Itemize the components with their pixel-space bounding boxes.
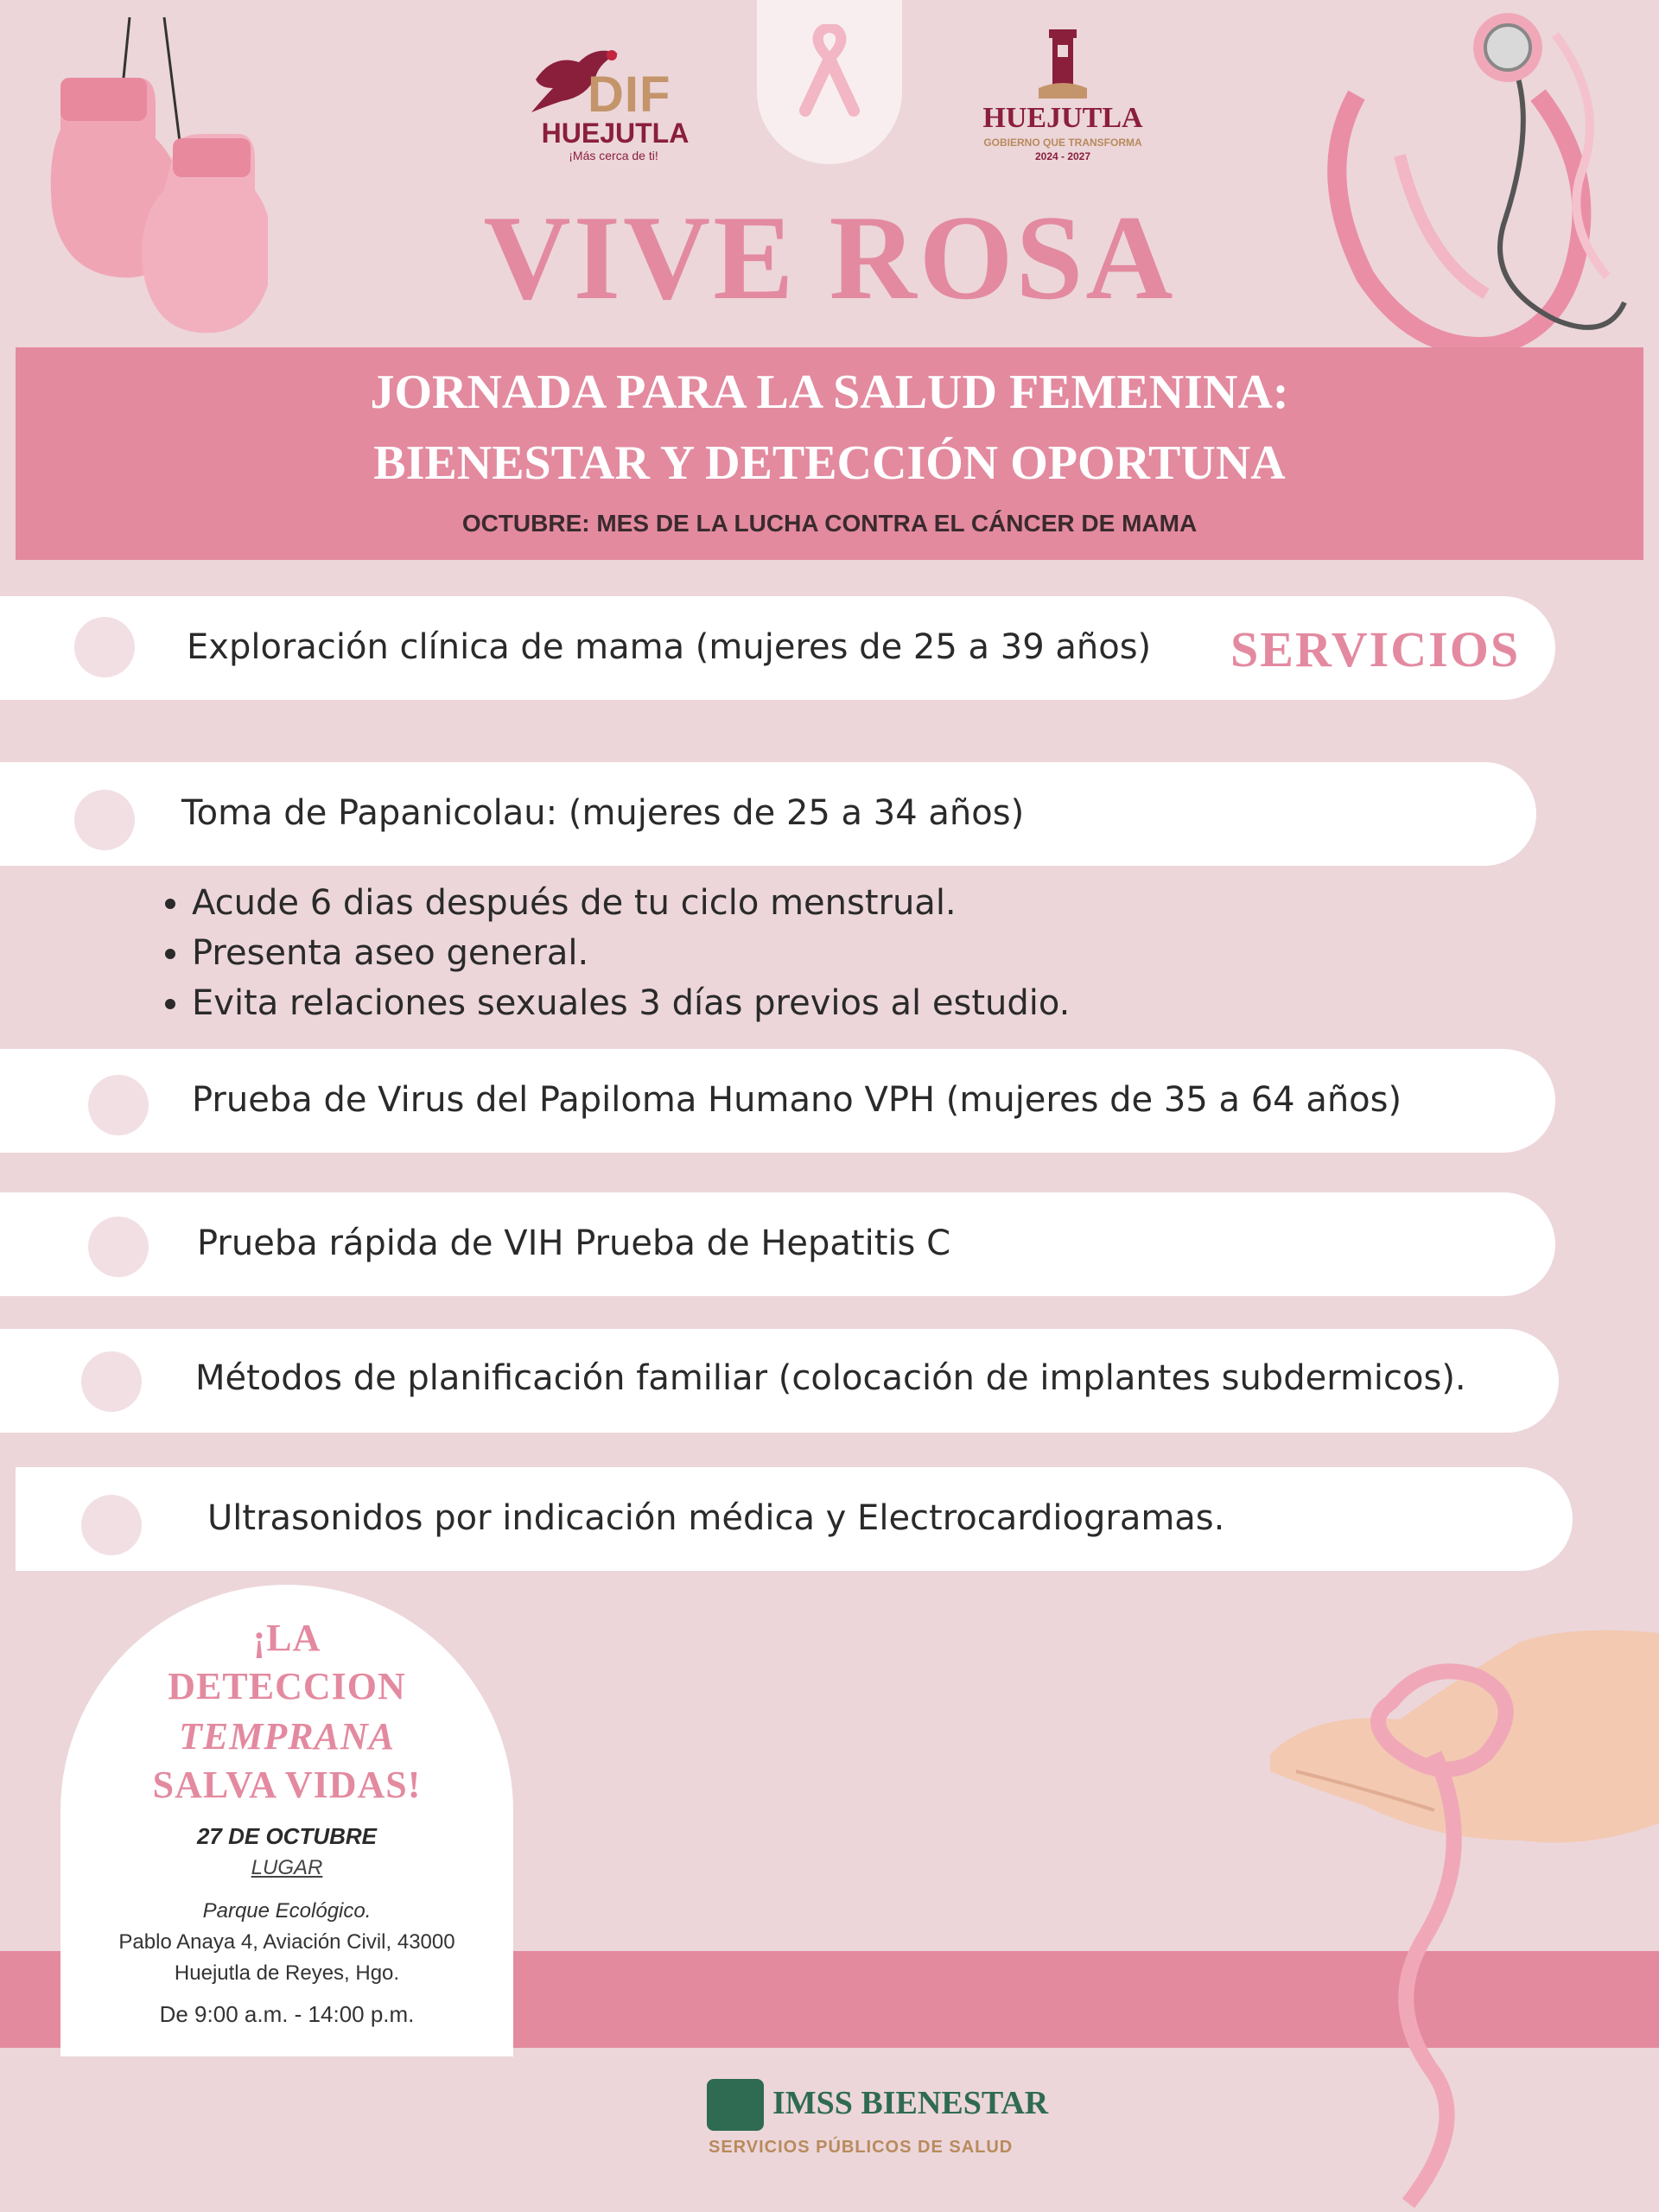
imss-emblem-icon xyxy=(707,2079,764,2131)
event-date: 27 DE OCTUBRE xyxy=(196,1823,378,1849)
instruction-item: • Acude 6 dias después de tu ciclo menstrual. xyxy=(192,878,1070,928)
instruction-item: • Evita relaciones sexuales 3 días previos al estudio. xyxy=(192,978,1070,1028)
bullet-dot xyxy=(81,1351,142,1412)
slogan-line: DETECCION xyxy=(168,1665,406,1707)
huejutla-name: HUEJUTLA xyxy=(982,102,1143,134)
tower-icon xyxy=(1037,26,1089,100)
lugar-label: LUGAR xyxy=(251,1856,323,1879)
service-text: Prueba rápida de VIH Prueba de Hepatitis C xyxy=(197,1224,951,1263)
services-label: SERVICIOS xyxy=(1230,621,1521,677)
bullet-dot xyxy=(74,617,135,677)
dif-tagline: ¡Más cerca de ti! xyxy=(569,149,658,162)
slogan-line: TEMPRANA xyxy=(178,1715,396,1758)
event-place: Parque Ecológico. xyxy=(202,1899,372,1923)
instruction-item: • Presenta aseo general. xyxy=(192,928,1070,978)
hand-with-ribbon-icon xyxy=(1262,1624,1659,2212)
service-item xyxy=(0,762,1536,866)
service-item xyxy=(0,1049,1555,1153)
service-item xyxy=(16,1467,1573,1571)
bullet-dot xyxy=(81,1495,142,1555)
huejutla-years: 2024 - 2027 xyxy=(1034,150,1091,162)
banner-title-line2: BIENESTAR Y DETECCIÓN OPORTUNA xyxy=(373,436,1286,490)
service-text: Ultrasonidos por indicación médica y Electrocardiogramas. xyxy=(207,1498,1225,1538)
bullet-dot xyxy=(88,1075,149,1135)
service-text: Toma de Papanicolau: (mujeres de 25 a 34 años) xyxy=(181,793,1025,833)
service-item xyxy=(0,596,1555,700)
huejutla-logo xyxy=(968,26,1158,173)
dif-place: HUEJUTLA xyxy=(541,118,690,149)
service-text: Exploración clínica de mama (mujeres de 25 a 39 años) xyxy=(187,627,1152,667)
ribbon-tab xyxy=(757,0,902,164)
pap-instructions xyxy=(192,878,1070,1028)
huejutla-slogan: GOBIERNO QUE TRANSFORMA xyxy=(983,137,1142,149)
dif-name: DIF xyxy=(588,67,671,123)
pink-ribbon-icon xyxy=(795,24,864,119)
event-hours: De 9:00 a.m. - 14:00 p.m. xyxy=(159,2001,415,2027)
event-info-card xyxy=(60,1585,513,2056)
bullet-dot xyxy=(74,790,135,850)
headline: VIVE ROSA xyxy=(483,191,1176,325)
imss-name: IMSS BIENESTAR xyxy=(772,2085,1049,2121)
dif-logo xyxy=(518,31,709,169)
service-text: Prueba de Virus del Papiloma Humano VPH (mujeres de 35 a 64 años) xyxy=(192,1080,1402,1120)
event-address-1: Pablo Anaya 4, Aviación Civil, 43000 xyxy=(118,1930,455,1954)
banner-subtitle: OCTUBRE: MES DE LA LUCHA CONTRA EL CÁNCER DE MAMA xyxy=(461,510,1198,537)
service-item xyxy=(0,1192,1555,1296)
event-address-2: Huejutla de Reyes, Hgo. xyxy=(174,1961,400,1985)
slogan-line: ¡LA xyxy=(252,1617,321,1659)
service-text: Métodos de planificación familiar (colocación de implantes subdermicos). xyxy=(195,1358,1466,1398)
bullet-dot xyxy=(88,1217,149,1277)
banner xyxy=(16,347,1643,560)
slogan-line: SALVA VIDAS! xyxy=(152,1764,422,1806)
service-item xyxy=(0,1329,1559,1433)
imss-subtitle: SERVICIOS PÚBLICOS DE SALUD xyxy=(709,2138,1014,2157)
banner-title-line1: JORNADA PARA LA SALUD FEMENINA: xyxy=(370,365,1289,419)
imss-logo xyxy=(707,2075,1049,2162)
